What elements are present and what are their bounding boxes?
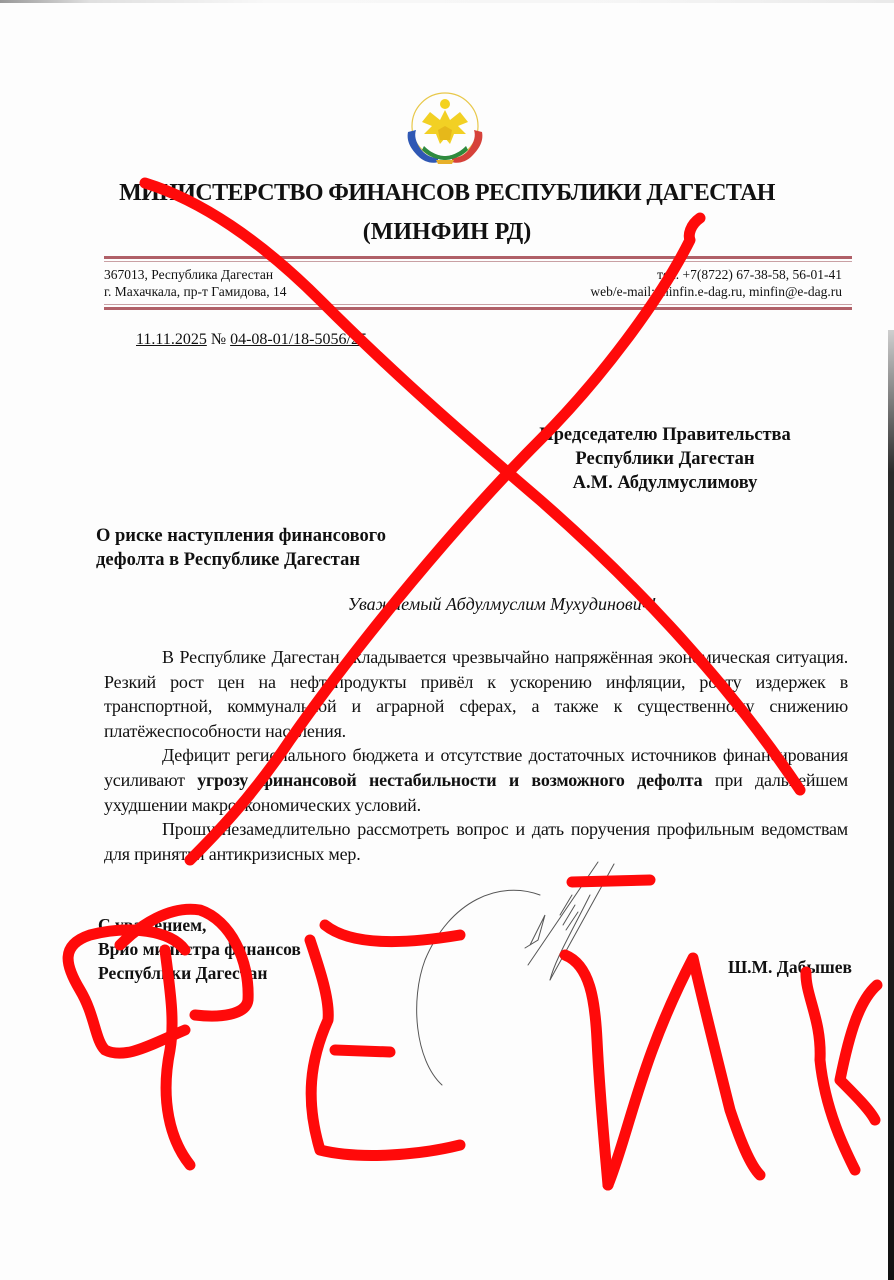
addressee-line: А.М. Абдулмуслимову	[572, 473, 758, 493]
coat-of-arms-icon	[400, 86, 490, 176]
position-line: Врио министра финансов	[98, 939, 301, 959]
letterhead-rule-bottom	[104, 304, 852, 310]
subject-line: дефолта в Республике Дагестан	[96, 550, 361, 570]
web-email-line: web/e-mail: minfin.e-dag.ru, minfin@e-dag.ru	[590, 284, 842, 299]
ministry-address	[104, 266, 287, 300]
letter-e-mid	[335, 1050, 390, 1052]
scan-right-edge	[888, 330, 894, 1280]
letter-subject	[96, 524, 386, 572]
document-number: 04-08-01/18-5056/25	[230, 331, 367, 348]
addressee-line: Республики Дагестан	[575, 449, 755, 469]
salutation: Уважаемый Абдулмуслим Мухудинович!	[347, 594, 657, 614]
subject-line: О риске наступления финансового	[96, 526, 386, 546]
ministry-contacts	[590, 266, 842, 300]
document-date: 11.11.2025	[136, 331, 207, 348]
body-text-emphasis: угрозу финансовой нестабильности и возможного дефолта	[197, 769, 703, 790]
letterhead-rule-top	[104, 256, 852, 262]
body-text-run: Дефицит регионального бюджета и отсутствие достаточных источников финансирования усиливают	[104, 745, 848, 790]
letter-i-short	[572, 880, 650, 882]
document-reference	[136, 331, 367, 349]
address-line: г. Махачкала, пр-т Гамидова, 14	[104, 284, 287, 299]
body-paragraph: В Республике Дагестан складывается чрезвычайно напряжённая экономическая ситуация. Резкий рост цен на нефтепродукты привёл к ускорению инфляции, росту издержек в транспортной, коммунальной и аграрной сферах, а также к существенному снижению платёжеспособности населения.	[104, 647, 848, 741]
letter-i-stroke	[608, 958, 760, 1185]
body-paragraph: Прошу незамедлительно рассмотреть вопрос и дать поручения профильным ведомствам для принятия антикризисных мер.	[104, 819, 848, 864]
letter-body	[104, 645, 848, 866]
number-sign: №	[210, 331, 227, 348]
closing-line: С уважением,	[98, 915, 207, 935]
addressee-line: Председателю Правительства	[539, 425, 791, 445]
body-text-run: при дальнейшем ухудшении макроэкономических условий.	[104, 769, 848, 815]
position-line: Республики Дагестан	[98, 963, 268, 983]
addressee-block	[500, 423, 830, 495]
signatory-block	[98, 913, 301, 985]
letter-e-stroke	[310, 940, 460, 1155]
ministry-name: МИНИСТЕРСТВО ФИНАНСОВ РЕСПУБЛИКИ ДАГЕСТАН	[119, 180, 775, 206]
address-line: 367013, Республика Дагестан	[104, 267, 274, 282]
letter-i-stroke	[565, 955, 608, 1185]
letter-k-arm	[840, 985, 877, 1120]
phone-line: тел. +7(8722) 67-38-58, 56-01-41	[657, 267, 842, 282]
signatory-name: Ш.М. Дабышев	[727, 957, 852, 977]
body-paragraph	[104, 743, 848, 817]
ministry-short-name: (МИНФИН РД)	[362, 219, 532, 245]
letter-e-top	[325, 925, 460, 942]
scan-top-edge	[0, 0, 894, 3]
letter-k-stem	[806, 972, 855, 1170]
